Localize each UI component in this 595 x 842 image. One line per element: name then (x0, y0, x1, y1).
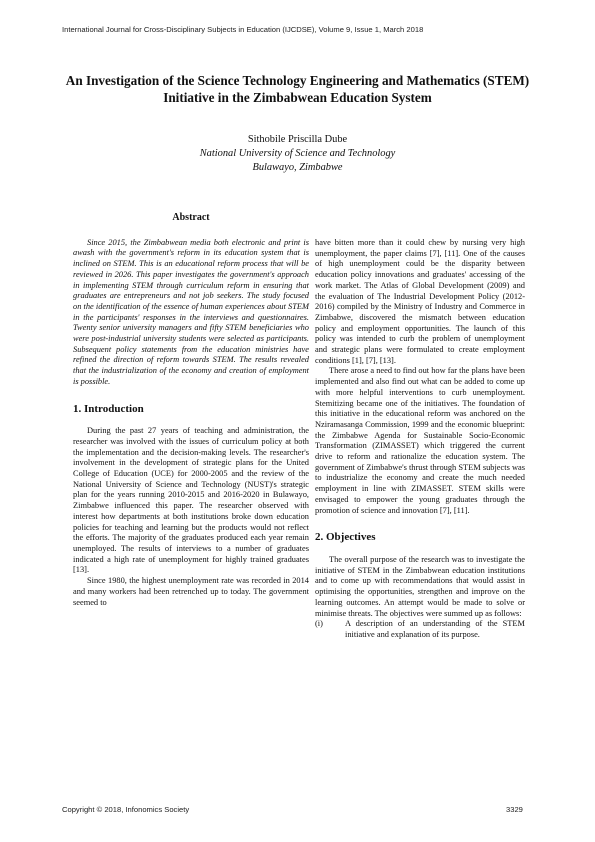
abstract-heading: Abstract (172, 212, 210, 223)
introduction-heading: 1. Introduction (73, 402, 144, 415)
objectives-list (315, 619, 525, 640)
author-affiliation: National University of Science and Technology (199, 148, 396, 160)
objectives-paragraph: The overall purpose of the research was to investigate the initiative of STEM in the Zimbabwean education institutions and to come up with recommendations that would assist in optimising the opportunities, strengthen and improve on the learning outcomes. An attempt would be made to solve or minimise threats. The objectives were summed up as follows: (315, 554, 525, 618)
intro-paragraph-2: Since 1980, the highest unemployment rate was recorded in 2014 and many workers had been retrenched up to today. The government seemed to (73, 576, 309, 607)
running-header: International Journal for Cross-Disciplinary Subjects in Education (IJCDSE), Volume 9, Issue 1, March 2018 (62, 25, 424, 34)
author-name: Sithobile Priscilla Dube (247, 134, 348, 145)
author-block (58, 133, 537, 176)
copyright-footer: Copyright © 2018, Infonomics Society (62, 805, 190, 814)
intro-paragraph-3: There arose a need to find out how far the plans have been implemented and also find out what can be added to come up with more helpful interventions to curb unemployment. Stemitizing became one of the initiatives. The foundation of this initiative in the educational reform was anchored on the Nziramasanga Commission, 1999 and the economic blueprint: the Zimbabwe Agenda for Sustainable Socio-Economic Transformation (ZIMASSET) which triggered the current drive to reform and rationalize the education system. The government of Zimbabwe's thrust through STEM subjects was to industrialize the economy and create the much needed employment in line with ZIMASSET. STEM skills were envisaged to empower the young graduates through the promotion of science and innovation [7], [11]. (315, 366, 525, 515)
objectives-heading: 2. Objectives (315, 531, 376, 544)
abstract-text: Since 2015, the Zimbabwean media both electronic and print is awash with the government's reform in its education system that is inclined on STEM. This is an educational reform process that will be reviewed in 2026. This paper investigates the government's approach in implementing STEM through curriculum reform in ensuring that graduates are entrepreneurs and not job seekers. The study focused on the identification of the essence of human experiences about STEM in the participants' responses in the interviews and questionnaires. Twenty senior university managers and fifty STEM beneficiaries who were post-industrial university students were selected as participants. Subsequent policy statements from the education ministries have refined the direction of reform towards STEM. The results revealed that the industrialization of the economy and creation of employment is possible. (73, 237, 309, 386)
page-number: 3329 (506, 805, 523, 814)
objective-marker: (i) (315, 619, 323, 629)
left-column (73, 213, 309, 608)
author-location: Bulawayo, Zimbabwe (252, 162, 343, 174)
intro-paragraph-2-continued: have bitten more than it could chew by nursing very high unemployment, the paper claims [7], [11]. One of the causes of high unemployment could be the disparity between education policy innovations and graduates' accessing of the work market. The Atlas of Global Development (2009) and the evaluation of The Industrial Development Policy (2012-2016) compiled by the Ministry of Industry and Commerce in Zimbabwe, discovered the mismatch between education policy and employment opportunities. The launch of this policy was intended to curb the problem of unemployment and strategic plans were formulated to create employment conditions [1], [7], [13]. (315, 238, 525, 365)
paper-title: An Investigation of the Science Technology Engineering and Mathematics (STEM) Initiative in the Zimbabwean Education System (65, 73, 530, 105)
objective-item (315, 619, 525, 640)
objective-text: A description of an understanding of the STEM initiative and explanation of its purpose. (345, 619, 525, 639)
intro-paragraph-1: During the past 27 years of teaching and administration, the researcher was involved with the issues of curriculum policy at both the implementation and the decision-making levels. The researcher's involvement in the development of strategic plans for the United College of Education (UCE) for 2000-2005 and the review of the National University of Science and Technology (NUST)'s strategic plan for the years running 2010-2015 and 2016-2020 in Bulawayo, Zimbabwe influenced this paper. The researcher observed with interest how departments at both institutions broke down education policies for teaching and learning but the products would not reflect the efforts. The majority of the graduates produced each year remain unemployed. The results of interviews to a number of graduates indicated a high rate of unemployment for highly trained graduates [13]. (73, 426, 309, 575)
right-column (315, 238, 525, 641)
